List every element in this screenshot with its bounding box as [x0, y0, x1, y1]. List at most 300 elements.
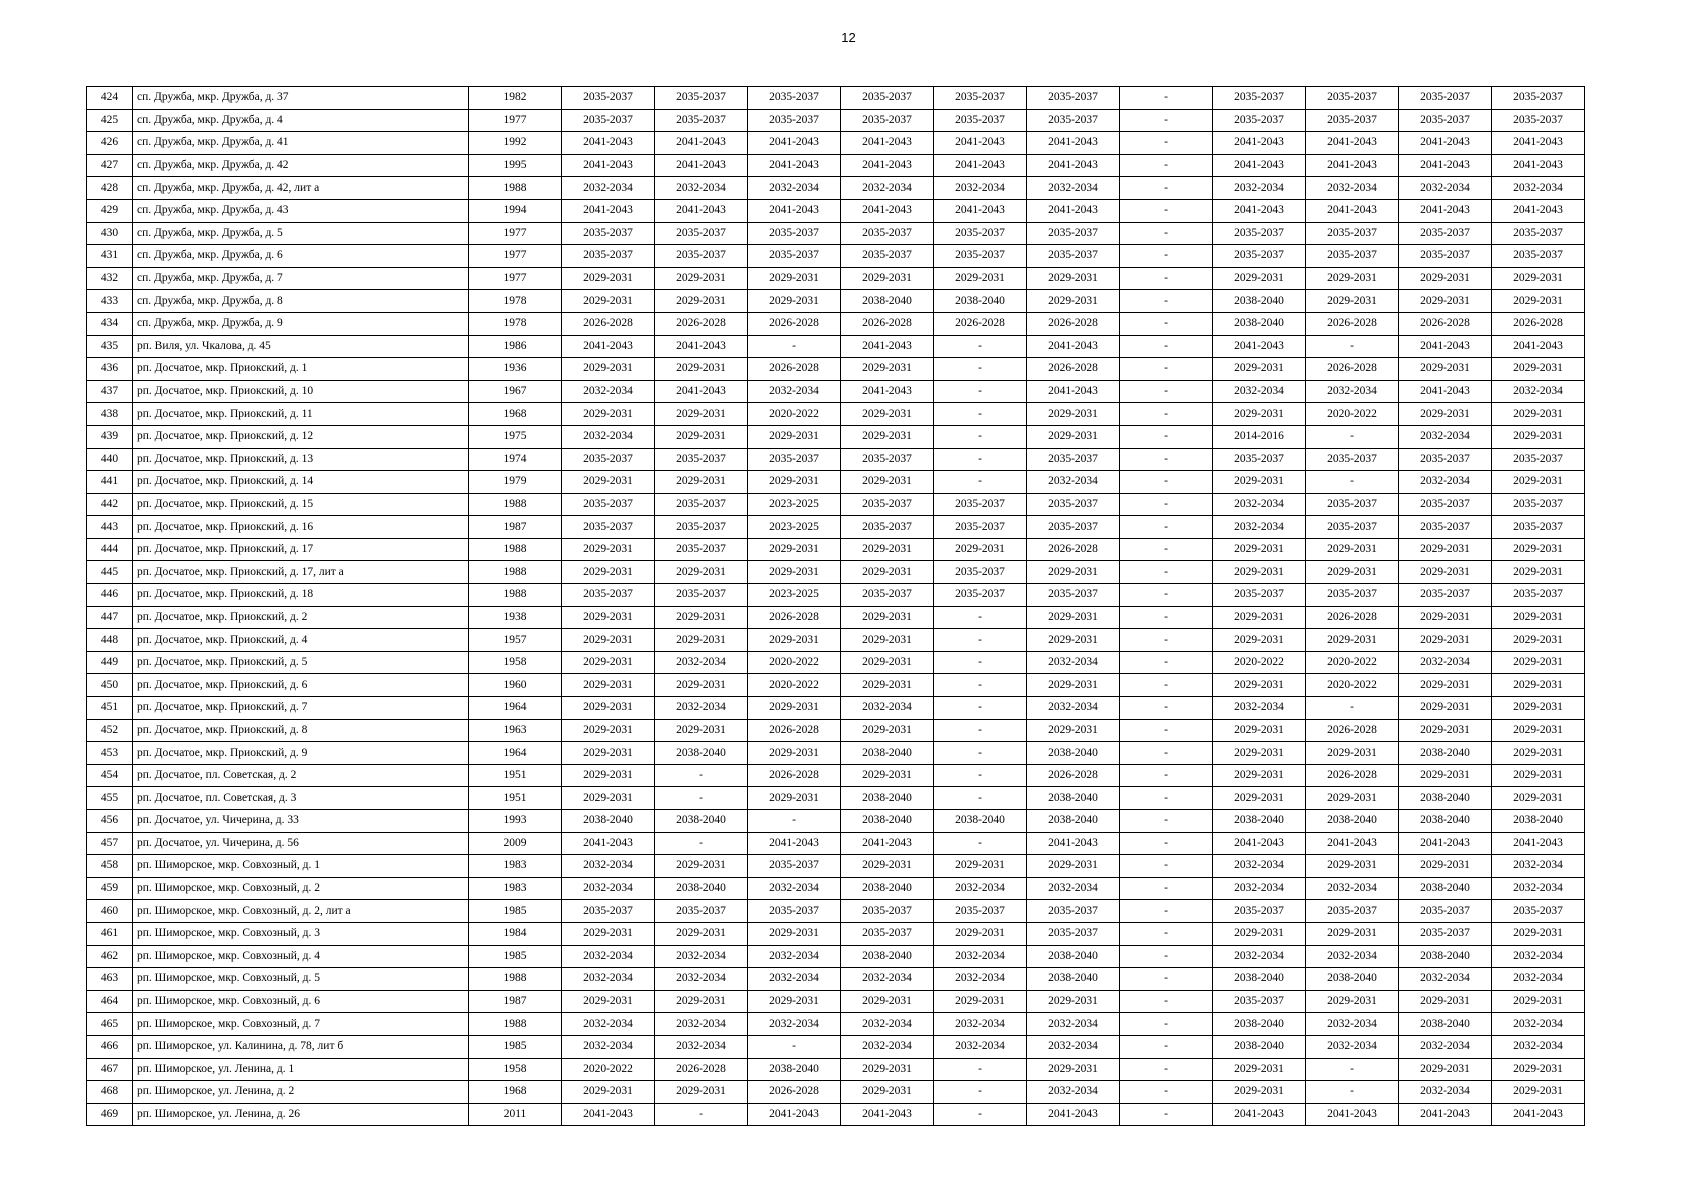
table-row	[87, 900, 1585, 923]
period-cell: 2029-2031	[841, 764, 934, 787]
period-cell: 2032-2034	[655, 651, 748, 674]
period-cell: 2041-2043	[1399, 1103, 1492, 1126]
period-cell: -	[1120, 764, 1213, 787]
period-cell: 2032-2034	[934, 1013, 1027, 1036]
period-cell: 2029-2031	[1213, 674, 1306, 697]
period-cell: 2029-2031	[841, 358, 934, 381]
table-row	[87, 199, 1585, 222]
year-cell: 1975	[469, 425, 562, 448]
year-cell: 1994	[469, 199, 562, 222]
period-cell: 2032-2034	[841, 1013, 934, 1036]
row-number-cell: 442	[87, 493, 133, 516]
period-cell: 2035-2037	[655, 493, 748, 516]
address-cell: рп. Шиморское, мкр. Совхозный, д. 6	[133, 990, 469, 1013]
period-cell: -	[1120, 403, 1213, 426]
address-cell: рп. Шиморское, ул. Ленина, д. 1	[133, 1058, 469, 1081]
address-cell: рп. Досчатое, мкр. Приокский, д. 12	[133, 425, 469, 448]
period-cell: 2035-2037	[1399, 493, 1492, 516]
period-cell: -	[1120, 697, 1213, 720]
period-cell: -	[655, 832, 748, 855]
period-cell: 2038-2040	[1213, 968, 1306, 991]
row-number-cell: 427	[87, 154, 133, 177]
period-cell: 2029-2031	[1399, 1058, 1492, 1081]
period-cell: -	[1120, 177, 1213, 200]
period-cell: 2035-2037	[562, 222, 655, 245]
period-cell: 2029-2031	[1027, 990, 1120, 1013]
period-cell: 2029-2031	[1492, 787, 1585, 810]
year-cell: 1951	[469, 787, 562, 810]
row-number-cell: 459	[87, 877, 133, 900]
year-cell: 1963	[469, 719, 562, 742]
period-cell: 2029-2031	[562, 290, 655, 313]
period-cell: 2032-2034	[655, 945, 748, 968]
period-cell: 2035-2037	[1306, 493, 1399, 516]
address-cell: сп. Дружба, мкр. Дружба, д. 7	[133, 267, 469, 290]
year-cell: 1958	[469, 1058, 562, 1081]
period-cell: 2041-2043	[562, 132, 655, 155]
period-cell: 2029-2031	[1027, 1058, 1120, 1081]
period-cell: 2029-2031	[1492, 764, 1585, 787]
period-cell: -	[1120, 312, 1213, 335]
period-cell: 2029-2031	[748, 561, 841, 584]
period-cell: 2032-2034	[1399, 968, 1492, 991]
table-row	[87, 109, 1585, 132]
row-number-cell: 456	[87, 810, 133, 833]
address-cell: рп. Досчатое, пл. Советская, д. 2	[133, 764, 469, 787]
period-cell: 2029-2031	[934, 855, 1027, 878]
period-cell: 2035-2037	[1399, 109, 1492, 132]
period-cell: 2029-2031	[1492, 674, 1585, 697]
period-cell: 2041-2043	[1306, 1103, 1399, 1126]
table-row	[87, 312, 1585, 335]
table-row	[87, 945, 1585, 968]
table-row	[87, 516, 1585, 539]
period-cell: 2035-2037	[1306, 222, 1399, 245]
row-number-cell: 463	[87, 968, 133, 991]
period-cell: 2029-2031	[562, 697, 655, 720]
address-cell: рп. Шиморское, мкр. Совхозный, д. 2, лит а	[133, 900, 469, 923]
period-cell: 2035-2037	[1399, 245, 1492, 268]
address-cell: сп. Дружба, мкр. Дружба, д. 42	[133, 154, 469, 177]
row-number-cell: 465	[87, 1013, 133, 1036]
row-number-cell: 450	[87, 674, 133, 697]
period-cell: 2041-2043	[655, 199, 748, 222]
period-cell: 2041-2043	[655, 154, 748, 177]
period-cell: 2032-2034	[1399, 1035, 1492, 1058]
period-cell: 2041-2043	[1213, 199, 1306, 222]
period-cell: -	[1120, 606, 1213, 629]
period-cell: 2035-2037	[655, 516, 748, 539]
period-cell: -	[1120, 742, 1213, 765]
period-cell: 2038-2040	[1027, 968, 1120, 991]
period-cell: 2041-2043	[1306, 154, 1399, 177]
period-cell: -	[1120, 267, 1213, 290]
address-cell: рп. Досчатое, мкр. Приокский, д. 7	[133, 697, 469, 720]
period-cell: -	[1120, 425, 1213, 448]
period-cell: 2041-2043	[748, 154, 841, 177]
period-cell: 2032-2034	[934, 1035, 1027, 1058]
period-cell: 2041-2043	[1399, 154, 1492, 177]
period-cell: -	[934, 448, 1027, 471]
table-row	[87, 787, 1585, 810]
period-cell: 2029-2031	[562, 1081, 655, 1104]
year-cell: 1982	[469, 87, 562, 110]
period-cell: -	[934, 471, 1027, 494]
period-cell: 2035-2037	[1492, 222, 1585, 245]
address-cell: рп. Досчатое, мкр. Приокский, д. 2	[133, 606, 469, 629]
period-cell: 2038-2040	[655, 810, 748, 833]
period-cell: 2032-2034	[841, 968, 934, 991]
address-cell: рп. Досчатое, мкр. Приокский, д. 15	[133, 493, 469, 516]
address-cell: рп. Досчатое, мкр. Приокский, д. 16	[133, 516, 469, 539]
period-cell: 2041-2043	[1213, 335, 1306, 358]
period-cell: 2032-2034	[1492, 945, 1585, 968]
period-cell: 2026-2028	[655, 1058, 748, 1081]
year-cell: 1988	[469, 968, 562, 991]
period-cell: 2029-2031	[1213, 922, 1306, 945]
table-row	[87, 697, 1585, 720]
row-number-cell: 435	[87, 335, 133, 358]
period-cell: 2041-2043	[1027, 832, 1120, 855]
period-cell: 2041-2043	[1027, 335, 1120, 358]
period-cell: 2029-2031	[655, 629, 748, 652]
period-cell: -	[1120, 968, 1213, 991]
period-cell: 2029-2031	[1399, 719, 1492, 742]
period-cell: -	[934, 425, 1027, 448]
period-cell: 2029-2031	[1306, 787, 1399, 810]
period-cell: 2041-2043	[934, 132, 1027, 155]
year-cell: 1977	[469, 245, 562, 268]
period-cell: 2026-2028	[748, 358, 841, 381]
period-cell: 2035-2037	[655, 109, 748, 132]
period-cell: 2023-2025	[748, 493, 841, 516]
period-cell: 2029-2031	[1492, 561, 1585, 584]
period-cell: 2029-2031	[1027, 855, 1120, 878]
row-number-cell: 454	[87, 764, 133, 787]
period-cell: 2041-2043	[1027, 380, 1120, 403]
period-cell: 2038-2040	[1399, 787, 1492, 810]
period-cell: 2026-2028	[1027, 538, 1120, 561]
page-number: 12	[841, 30, 856, 45]
period-cell: 2035-2037	[1027, 516, 1120, 539]
period-cell: 2032-2034	[748, 177, 841, 200]
period-cell: 2041-2043	[562, 1103, 655, 1126]
period-cell: 2020-2022	[1306, 651, 1399, 674]
period-cell: 2035-2037	[1399, 516, 1492, 539]
period-cell: 2038-2040	[841, 810, 934, 833]
row-number-cell: 434	[87, 312, 133, 335]
period-cell: -	[748, 335, 841, 358]
period-cell: 2038-2040	[841, 877, 934, 900]
row-number-cell: 460	[87, 900, 133, 923]
period-cell: 2032-2034	[934, 945, 1027, 968]
period-cell: 2035-2037	[841, 87, 934, 110]
period-cell: 2029-2031	[748, 267, 841, 290]
period-cell: 2032-2034	[841, 1035, 934, 1058]
address-cell: рп. Досчатое, мкр. Приокский, д. 13	[133, 448, 469, 471]
period-cell: -	[934, 358, 1027, 381]
period-cell: 2041-2043	[1492, 335, 1585, 358]
period-cell: -	[1120, 990, 1213, 1013]
period-cell: 2032-2034	[1492, 177, 1585, 200]
period-cell: 2038-2040	[1027, 945, 1120, 968]
period-cell: -	[934, 742, 1027, 765]
year-cell: 1977	[469, 109, 562, 132]
period-cell: 2035-2037	[1027, 900, 1120, 923]
period-cell: 2029-2031	[562, 990, 655, 1013]
address-cell: рп. Шиморское, мкр. Совхозный, д. 1	[133, 855, 469, 878]
period-cell: 2029-2031	[1306, 629, 1399, 652]
period-cell: 2035-2037	[655, 245, 748, 268]
period-cell: 2029-2031	[1213, 471, 1306, 494]
period-cell: 2029-2031	[562, 719, 655, 742]
period-cell: 2029-2031	[748, 787, 841, 810]
period-cell: 2029-2031	[1027, 290, 1120, 313]
period-cell: 2035-2037	[1027, 222, 1120, 245]
row-number-cell: 439	[87, 425, 133, 448]
period-cell: 2032-2034	[1306, 380, 1399, 403]
period-cell: 2038-2040	[748, 1058, 841, 1081]
period-cell: 2029-2031	[655, 990, 748, 1013]
period-cell: -	[1120, 199, 1213, 222]
period-cell: -	[1120, 132, 1213, 155]
period-cell: 2032-2034	[1399, 651, 1492, 674]
period-cell: 2020-2022	[748, 674, 841, 697]
period-cell: 2026-2028	[1306, 312, 1399, 335]
period-cell: 2035-2037	[1306, 516, 1399, 539]
row-number-cell: 448	[87, 629, 133, 652]
period-cell: 2035-2037	[1213, 222, 1306, 245]
period-cell: 2032-2034	[1492, 1035, 1585, 1058]
period-cell: -	[1120, 1058, 1213, 1081]
row-number-cell: 466	[87, 1035, 133, 1058]
period-cell: 2035-2037	[748, 222, 841, 245]
period-cell: 2035-2037	[841, 922, 934, 945]
period-cell: 2029-2031	[841, 855, 934, 878]
address-cell: сп. Дружба, мкр. Дружба, д. 37	[133, 87, 469, 110]
period-cell: 2041-2043	[562, 199, 655, 222]
period-cell: 2041-2043	[841, 1103, 934, 1126]
table-row	[87, 742, 1585, 765]
period-cell: 2035-2037	[934, 245, 1027, 268]
year-cell: 1988	[469, 538, 562, 561]
period-cell: 2029-2031	[934, 922, 1027, 945]
period-cell: 2032-2034	[1399, 471, 1492, 494]
period-cell: 2020-2022	[562, 1058, 655, 1081]
year-cell: 1985	[469, 900, 562, 923]
period-cell: 2041-2043	[1399, 380, 1492, 403]
period-cell: 2035-2037	[1213, 448, 1306, 471]
period-cell: 2029-2031	[562, 674, 655, 697]
period-cell: 2029-2031	[1306, 855, 1399, 878]
period-cell: 2041-2043	[1027, 132, 1120, 155]
year-cell: 1993	[469, 810, 562, 833]
period-cell: 2035-2037	[1213, 245, 1306, 268]
period-cell: 2032-2034	[1306, 877, 1399, 900]
year-cell: 1964	[469, 742, 562, 765]
period-cell: 2029-2031	[1027, 561, 1120, 584]
period-cell: 2035-2037	[1027, 493, 1120, 516]
period-cell: 2026-2028	[1306, 606, 1399, 629]
period-cell: 2026-2028	[748, 1081, 841, 1104]
period-cell: 2041-2043	[841, 199, 934, 222]
period-cell: -	[1120, 945, 1213, 968]
period-cell: 2041-2043	[655, 335, 748, 358]
period-cell: 2026-2028	[1492, 312, 1585, 335]
period-cell: -	[1306, 471, 1399, 494]
period-cell: 2029-2031	[1399, 538, 1492, 561]
period-cell: -	[1120, 1035, 1213, 1058]
period-cell: 2026-2028	[1306, 358, 1399, 381]
table-row	[87, 651, 1585, 674]
table-row	[87, 335, 1585, 358]
address-cell: рп. Шиморское, мкр. Совхозный, д. 7	[133, 1013, 469, 1036]
period-cell: 2032-2034	[841, 697, 934, 720]
period-cell: 2032-2034	[1027, 471, 1120, 494]
period-cell: 2032-2034	[562, 877, 655, 900]
address-cell: рп. Шиморское, мкр. Совхозный, д. 3	[133, 922, 469, 945]
period-cell: 2041-2043	[1213, 1103, 1306, 1126]
period-cell: 2038-2040	[1027, 742, 1120, 765]
period-cell: 2032-2034	[562, 380, 655, 403]
period-cell: -	[1120, 810, 1213, 833]
period-cell: 2032-2034	[748, 877, 841, 900]
period-cell: -	[1120, 855, 1213, 878]
period-cell: -	[748, 1035, 841, 1058]
period-cell: 2029-2031	[655, 606, 748, 629]
period-cell: 2032-2034	[1306, 1035, 1399, 1058]
address-cell: рп. Досчатое, мкр. Приокский, д. 4	[133, 629, 469, 652]
period-cell: 2032-2034	[1492, 968, 1585, 991]
period-cell: 2029-2031	[562, 267, 655, 290]
period-cell: 2038-2040	[1213, 810, 1306, 833]
period-cell: 2035-2037	[562, 900, 655, 923]
period-cell: 2029-2031	[1492, 629, 1585, 652]
period-cell: 2035-2037	[1213, 584, 1306, 607]
table-row	[87, 493, 1585, 516]
period-cell: 2035-2037	[562, 448, 655, 471]
period-cell: 2035-2037	[748, 900, 841, 923]
period-cell: 2029-2031	[748, 922, 841, 945]
period-cell: 2029-2031	[841, 1058, 934, 1081]
period-cell: 2035-2037	[562, 245, 655, 268]
period-cell: 2041-2043	[1027, 1103, 1120, 1126]
period-cell: -	[1120, 222, 1213, 245]
year-cell: 2009	[469, 832, 562, 855]
table-row	[87, 380, 1585, 403]
period-cell: 2029-2031	[841, 403, 934, 426]
period-cell: 2029-2031	[841, 1081, 934, 1104]
period-cell: 2041-2043	[1399, 832, 1492, 855]
address-cell: рп. Виля, ул. Чкалова, д. 45	[133, 335, 469, 358]
period-cell: 2029-2031	[655, 403, 748, 426]
address-cell: рп. Досчатое, мкр. Приокский, д. 18	[133, 584, 469, 607]
period-cell: 2035-2037	[655, 87, 748, 110]
year-cell: 1983	[469, 855, 562, 878]
year-cell: 1951	[469, 764, 562, 787]
year-cell: 1938	[469, 606, 562, 629]
period-cell: 2023-2025	[748, 516, 841, 539]
period-cell: 2032-2034	[1492, 877, 1585, 900]
period-cell: 2029-2031	[748, 990, 841, 1013]
period-cell: -	[1306, 335, 1399, 358]
period-cell: 2029-2031	[655, 267, 748, 290]
period-cell: 2038-2040	[1399, 742, 1492, 765]
period-cell: 2041-2043	[1399, 335, 1492, 358]
period-cell: 2026-2028	[841, 312, 934, 335]
year-cell: 1974	[469, 448, 562, 471]
period-cell: 2029-2031	[562, 606, 655, 629]
period-cell: 2032-2034	[1027, 651, 1120, 674]
period-cell: -	[1306, 1081, 1399, 1104]
period-cell: 2032-2034	[562, 1035, 655, 1058]
period-cell: 2035-2037	[934, 87, 1027, 110]
period-cell: 2041-2043	[748, 832, 841, 855]
period-cell: 2029-2031	[1213, 629, 1306, 652]
period-cell: -	[1120, 1081, 1213, 1104]
year-cell: 1968	[469, 403, 562, 426]
period-cell: 2032-2034	[655, 697, 748, 720]
period-cell: 2029-2031	[1399, 764, 1492, 787]
period-cell: 2032-2034	[1306, 1013, 1399, 1036]
period-cell: 2032-2034	[562, 855, 655, 878]
address-cell: рп. Досчатое, мкр. Приокский, д. 17	[133, 538, 469, 561]
period-cell: 2041-2043	[748, 132, 841, 155]
period-cell: -	[934, 1081, 1027, 1104]
row-number-cell: 436	[87, 358, 133, 381]
row-number-cell: 424	[87, 87, 133, 110]
period-cell: 2029-2031	[841, 267, 934, 290]
period-cell: 2035-2037	[655, 584, 748, 607]
period-cell: 2029-2031	[1027, 425, 1120, 448]
period-cell: 2029-2031	[934, 990, 1027, 1013]
address-cell: рп. Досчатое, мкр. Приокский, д. 9	[133, 742, 469, 765]
period-cell: 2020-2022	[1306, 403, 1399, 426]
period-cell: -	[934, 606, 1027, 629]
row-number-cell: 468	[87, 1081, 133, 1104]
period-cell: 2038-2040	[841, 787, 934, 810]
period-cell: 2032-2034	[1399, 177, 1492, 200]
table-row	[87, 1013, 1585, 1036]
period-cell: -	[1120, 154, 1213, 177]
period-cell: 2035-2037	[1027, 87, 1120, 110]
period-cell: 2035-2037	[1399, 900, 1492, 923]
table-row	[87, 358, 1585, 381]
period-cell: 2029-2031	[655, 855, 748, 878]
period-cell: 2041-2043	[1306, 199, 1399, 222]
period-cell: 2032-2034	[1306, 945, 1399, 968]
period-cell: 2029-2031	[1399, 990, 1492, 1013]
period-cell: -	[1120, 516, 1213, 539]
period-cell: 2041-2043	[1492, 832, 1585, 855]
period-cell: 2029-2031	[1306, 538, 1399, 561]
period-cell: 2029-2031	[1492, 538, 1585, 561]
address-cell: сп. Дружба, мкр. Дружба, д. 4	[133, 109, 469, 132]
address-cell: рп. Шиморское, мкр. Совхозный, д. 5	[133, 968, 469, 991]
year-cell: 1977	[469, 222, 562, 245]
period-cell: 2032-2034	[1213, 493, 1306, 516]
period-cell: -	[1120, 290, 1213, 313]
period-cell: 2032-2034	[655, 968, 748, 991]
period-cell: 2026-2028	[748, 606, 841, 629]
period-cell: 2029-2031	[748, 538, 841, 561]
period-cell: 2038-2040	[562, 810, 655, 833]
period-cell: 2032-2034	[1213, 855, 1306, 878]
period-cell: 2032-2034	[562, 425, 655, 448]
period-cell: 2032-2034	[1027, 697, 1120, 720]
period-cell: 2035-2037	[1027, 245, 1120, 268]
row-number-cell: 457	[87, 832, 133, 855]
